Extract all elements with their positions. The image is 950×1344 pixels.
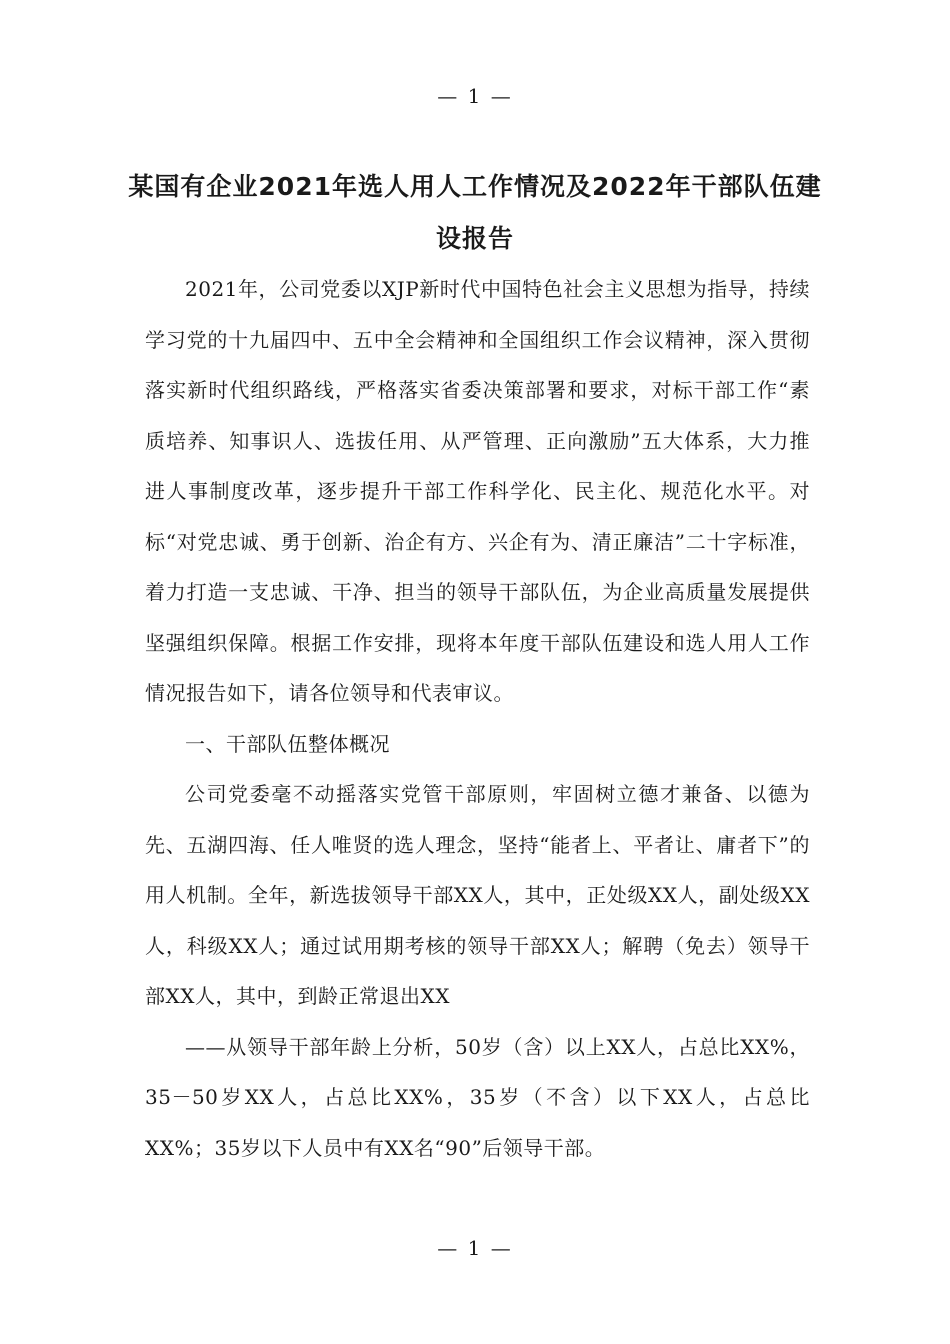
intro-paragraph: 2021年，公司党委以XJP新时代中国特色社会主义思想为指导，持续学习党的十九届四中、五中全会精神和全国组织工作会议精神，深入贯彻落实新时代组织路线，严格落实省委决策部署和要求，对标干部工作“素质培养、知事识人、选拔任用、从严管理、正向激励”五大体系，大力推进人事制度改革，逐步提升干部工作科学化、民主化、规范化水平。对标“对党忠诚、勇于创新、治企有方、兴企有为、清正廉洁”二十字标准，着力打造一支忠诚、干净、担当的领导干部队伍，为企业高质量发展提供坚强组织保障。根据工作安排，现将本年度干部队伍建设和选人用人工作情况报告如下，请各位领导和代表审议。 [145,277,810,705]
section-paragraph: 公司党委毫不动摇落实党管干部原则，牢固树立德才兼备、以德为先、五湖四海、任人唯贤的选人理念，坚持“能者上、平者让、庸者下”的用人机制。全年，新选拔领导干部XX人，其中，正处级XX人，副处级XX人，科级XX人；通过试用期考核的领导干部XX人；解聘（免去）领导干部XX人，其中，到龄正常退出XX [145,782,810,1008]
age-analysis-paragraph: ——从领导干部年龄上分析，50岁（含）以上XX人，占总比XX%，35－50岁XX人，占总比XX%，35岁（不含）以下XX人，占总比XX%；35岁以下人员中有XX名“90”后领导干部。 [145,1034,810,1160]
document-body [145,264,810,1173]
page-number-header: — 1 — [437,84,513,108]
page-number-footer: — 1 — [437,1236,513,1260]
section-heading: 一、干部队伍整体概况 [185,731,390,756]
document-title: 某国有企业2021年选人用人工作情况及2022年干部队伍建设报告 [128,171,822,253]
